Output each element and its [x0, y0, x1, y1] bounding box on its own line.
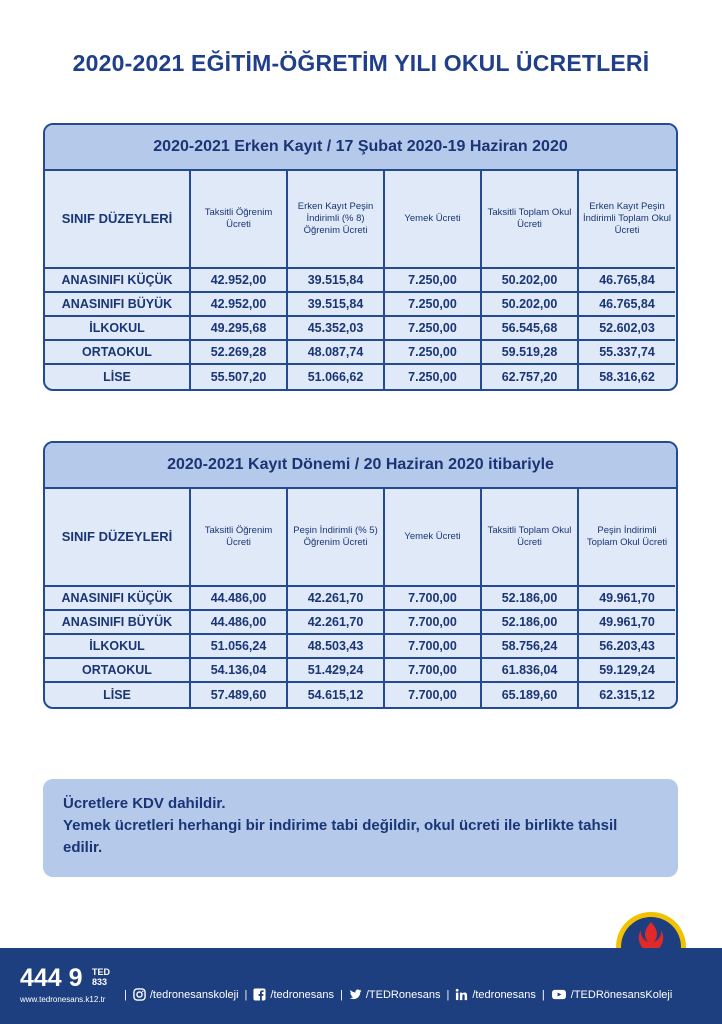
youtube-icon: [551, 988, 567, 1001]
row-label: ANASINIFI BÜYÜK: [45, 611, 191, 635]
table-grid: [45, 489, 676, 707]
table-cell: 39.515,84: [288, 269, 385, 293]
table-cell: 56.545,68: [482, 317, 579, 341]
table-cell: 46.765,84: [579, 293, 675, 317]
table-cell: 57.489,60: [191, 683, 288, 707]
facebook-link[interactable]: /tedronesans: [270, 988, 334, 1001]
twitter-link[interactable]: /TEDRonesans: [365, 988, 441, 1001]
column-header: Yemek Ücreti: [385, 489, 482, 587]
table-cell: 59.129,24: [579, 659, 675, 683]
table-cell: 51.056,24: [191, 635, 288, 659]
column-header: Erken Kayıt Peşin İndirimli Toplam Okul Ücreti: [579, 171, 675, 269]
table-cell: 7.700,00: [385, 683, 482, 707]
column-header: Erken Kayıt Peşin İndirimli (% 8) Öğrenim Ücreti: [288, 171, 385, 269]
table-cell: 48.503,43: [288, 635, 385, 659]
table-cell: 51.429,24: [288, 659, 385, 683]
row-label: LİSE: [45, 683, 191, 707]
table-cell: 55.507,20: [191, 365, 288, 389]
column-header: Taksitli Öğrenim Ücreti: [191, 171, 288, 269]
row-label: ORTAOKUL: [45, 659, 191, 683]
table-cell: 44.486,00: [191, 587, 288, 611]
table-cell: 7.250,00: [385, 365, 482, 389]
table-cell: 54.615,12: [288, 683, 385, 707]
table-grid: [45, 171, 676, 389]
column-header: Yemek Ücreti: [385, 171, 482, 269]
footer-bar: [0, 948, 722, 1024]
table-cell: 49.961,70: [579, 587, 675, 611]
phone-suffix: TED 833: [92, 967, 110, 987]
row-label: İLKOKUL: [45, 317, 191, 341]
table-cell: 7.700,00: [385, 635, 482, 659]
twitter-icon: [349, 988, 362, 1001]
table-cell: 42.261,70: [288, 587, 385, 611]
phone-number: 444 9: [20, 964, 83, 992]
row-label: ANASINIFI BÜYÜK: [45, 293, 191, 317]
facebook-icon: [253, 988, 266, 1001]
table-cell: 55.337,74: [579, 341, 675, 365]
info-note: [43, 779, 678, 877]
instagram-link[interactable]: /tedronesanskoleji: [149, 988, 239, 1001]
website-link[interactable]: www.tedronesans.k12.tr: [20, 995, 106, 1004]
table-cell: 49.295,68: [191, 317, 288, 341]
instagram-icon: [133, 988, 146, 1001]
table-cell: 7.250,00: [385, 293, 482, 317]
column-header: Taksitli Toplam Okul Ücreti: [482, 489, 579, 587]
table-cell: 52.186,00: [482, 587, 579, 611]
vat-note: Ücretlere KDV dahildir.: [63, 795, 226, 812]
page-title: 2020-2021 EĞİTİM-ÖĞRETİM YILI OKUL ÜCRETLERİ: [72, 50, 650, 76]
table-cell: 7.700,00: [385, 587, 482, 611]
table-cell: 52.186,00: [482, 611, 579, 635]
table-cell: 7.250,00: [385, 341, 482, 365]
table-cell: 42.952,00: [191, 293, 288, 317]
row-label: LİSE: [45, 365, 191, 389]
column-header: SINIF DÜZEYLERİ: [45, 171, 191, 269]
table-cell: 44.486,00: [191, 611, 288, 635]
table-cell: 45.352,03: [288, 317, 385, 341]
table-cell: 62.757,20: [482, 365, 579, 389]
row-label: İLKOKUL: [45, 635, 191, 659]
table-cell: 7.700,00: [385, 611, 482, 635]
table-cell: 49.961,70: [579, 611, 675, 635]
table-cell: 42.952,00: [191, 269, 288, 293]
early-registration-table: [43, 123, 678, 391]
social-links: | /tedronesanskoleji | /tedronesans | /TEDRonesans | /tedronesans | /TEDRönesansKoleji: [124, 988, 673, 1001]
table-cell: 7.700,00: [385, 659, 482, 683]
table-cell: 62.315,12: [599, 688, 655, 702]
table-heading: 2020-2021 Kayıt Dönemi / 20 Haziran 2020 itibariyle: [45, 443, 676, 489]
table-cell: 56.203,43: [579, 635, 675, 659]
row-label: ANASINIFI KÜÇÜK: [45, 587, 191, 611]
meal-note: Yemek ücretleri herhangi bir indirime tabi değildir, okul ücreti ile birlikte tahsil edilir.: [63, 817, 618, 856]
linkedin-link[interactable]: /tedronesans: [472, 988, 536, 1001]
table-cell: 65.189,60: [482, 683, 579, 707]
column-header: Taksitli Öğrenim Ücreti: [191, 489, 288, 587]
table-cell: 50.202,00: [482, 269, 579, 293]
linkedin-icon: [455, 988, 468, 1001]
table-cell: 46.765,84: [579, 269, 675, 293]
table-cell: 52.602,03: [579, 317, 675, 341]
registration-period-table: [43, 441, 678, 709]
youtube-link[interactable]: /TEDRönesansKoleji: [570, 988, 673, 1001]
table-cell: 42.261,70: [288, 611, 385, 635]
table-cell: 48.087,74: [288, 341, 385, 365]
table-cell: 39.515,84: [288, 293, 385, 317]
table-cell: 7.250,00: [385, 317, 482, 341]
table-cell: 51.066,62: [288, 365, 385, 389]
table-cell: 61.836,04: [482, 659, 579, 683]
table-cell: 50.202,00: [482, 293, 579, 317]
table-heading: 2020-2021 Erken Kayıt / 17 Şubat 2020-19 Haziran 2020: [45, 125, 676, 171]
table-cell: 52.269,28: [191, 341, 288, 365]
table-cell: 59.519,28: [482, 341, 579, 365]
column-header: Peşin İndirimli Toplam Okul Ücreti: [579, 489, 675, 587]
column-header: Peşin İndirimli (% 5) Öğrenim Ücreti: [288, 489, 385, 587]
column-header: Taksitli Toplam Okul Ücreti: [482, 171, 579, 269]
row-label: ANASINIFI KÜÇÜK: [45, 269, 191, 293]
table-cell: 7.250,00: [385, 269, 482, 293]
row-label: ORTAOKUL: [45, 341, 191, 365]
table-cell: 58.316,62: [599, 370, 655, 384]
table-cell: 58.756,24: [482, 635, 579, 659]
table-cell: 54.136,04: [191, 659, 288, 683]
column-header: SINIF DÜZEYLERİ: [45, 489, 191, 587]
